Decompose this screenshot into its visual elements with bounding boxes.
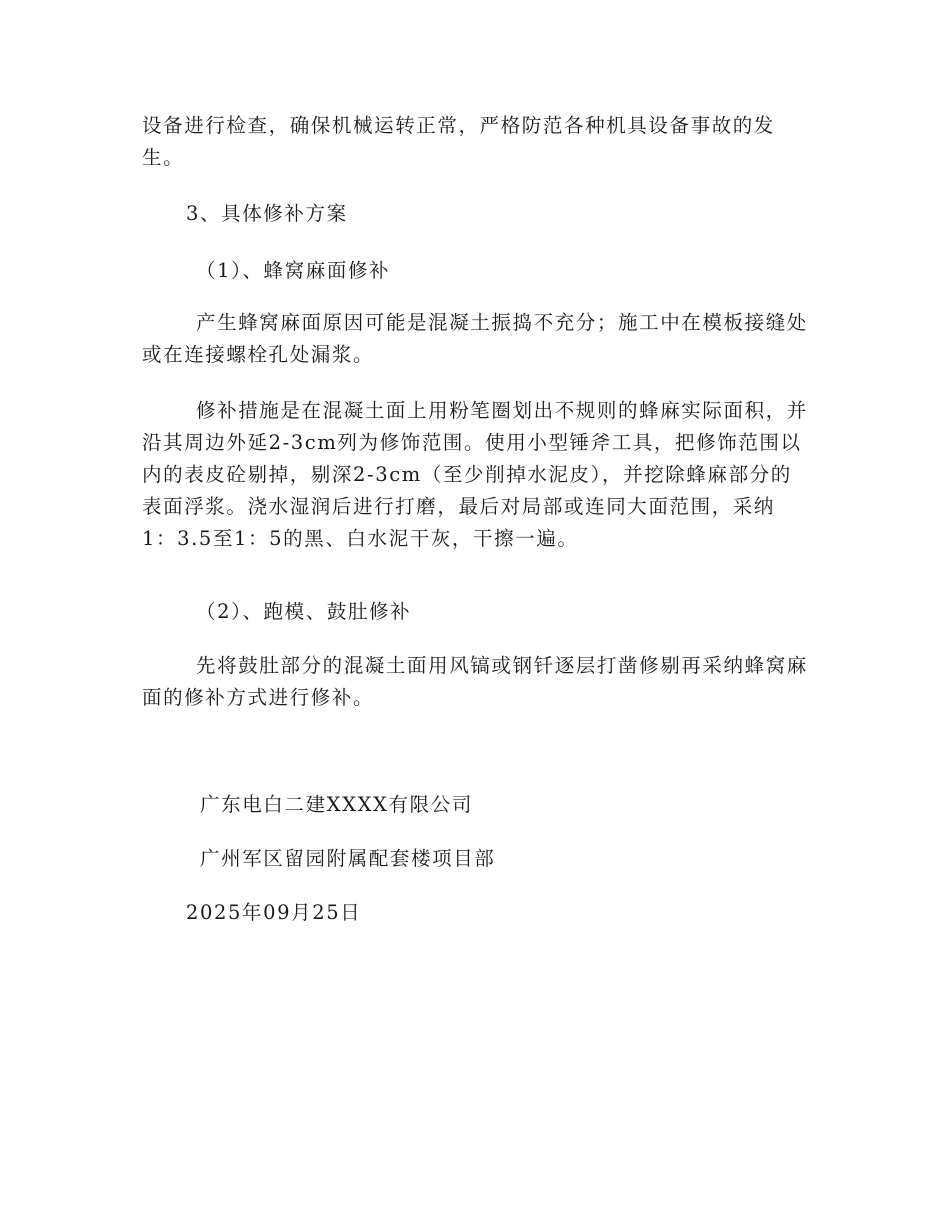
subheading-bulge-repair: （2）、跑模、鼓肚修补 [196,600,412,623]
paragraph-honeycomb-cause: 产生蜂窝麻面原因可能是混凝土振捣不充分；施工中在模板接缝处或在连接螺栓孔处漏浆。 [142,311,808,366]
signature-company: 广东电白二建XXXX有限公司 [200,793,473,816]
paragraph-bulge-measures: 先将鼓肚部分的混凝土面用风镐或钢钎逐层打凿修剔再采纳蜂窝麻面的修补方式进行修补。 [142,654,808,709]
signature-department: 广州军区留园附属配套楼项目部 [200,847,496,870]
signature-date: 2025年09月25日 [186,901,362,924]
paragraph-honeycomb-measures: 修补措施是在混凝土面上用粉笔圈划出不规则的蜂麻实际面积，并沿其周边外延2-3cm列为修饰范围。使用小型锤斧工具，把修饰范围以内的表皮砼剔掉，剔深2-3cm（至少削掉水泥皮），并挖除蜂麻部分的表面浮浆。浇水湿润后进行打磨，最后对局部或连同大面范围，采纳1：3.5至1：5的黑、白水泥干灰，干擦一遍。 [142,399,808,550]
section-heading-repair-plan: 3、具体修补方案 [186,202,348,225]
paragraph-equipment-check: 设备进行检查，确保机械运转正常，严格防范各种机具设备事故的发生。 [142,114,776,169]
subheading-honeycomb-repair: （1）、蜂窝麻面修补 [196,259,391,282]
